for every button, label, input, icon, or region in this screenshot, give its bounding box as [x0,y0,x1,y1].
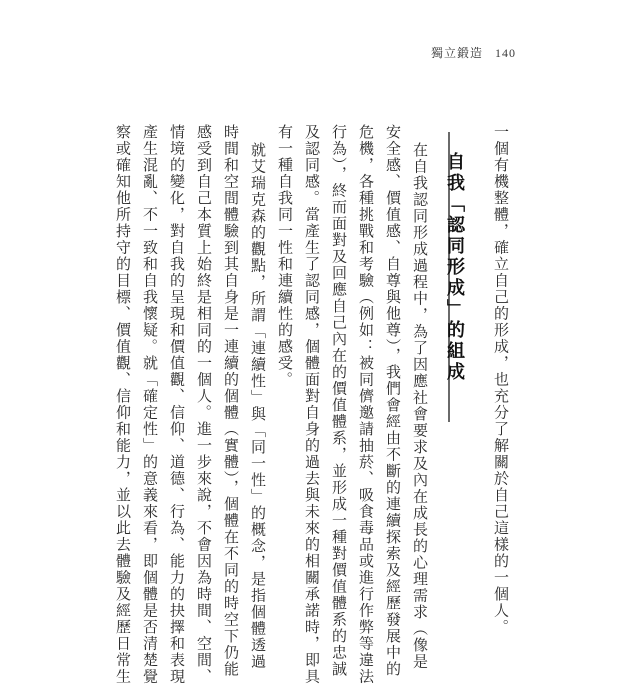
text-column-14: 察或確知他所持守的目標、價值觀、信仰和能力，並以此去體驗及經歷日常生 [114,124,132,685]
text-column-3: 在自我認同形成過程中，為了因應社會要求及內在成長的心理需求（像是 [411,142,429,670]
page-number: 140 [495,46,516,60]
running-header [431,44,516,61]
text-column-11: 感受到自己本質上始終是相同的一個人。進一步來說，不會因為時間、空間、 [195,124,213,685]
text-column-9: 就艾瑞克森的觀點，所謂「連續性」與「同一性」的概念，是指個體透過 [249,142,267,670]
text-column-7: 及認同感。當產生了認同感，個體面對自身的過去與未來的相關承諾時，即具 [303,124,321,685]
text-column-5: 危機，各種挑戰和考驗（例如：被同儕邀請抽菸、吸食毒品或進行作弊等違法 [357,124,375,685]
text-column-4: 安全感、價值感、自尊與他尊），我們會經由不斷的連續探索及經歷發展中的 [384,124,402,678]
text-column-10: 時間和空間體驗到其自身是一連續的個體（實體），個體在不同的時空下仍能 [222,124,240,678]
text-column-12: 情境的變化，對自我的呈現和價值觀、信仰、道德、行為、能力的抉擇和表現 [168,124,186,685]
text-column-6: 行為），終而面對及回應自己內在的價值體系，並形成一種對價值體系的忠誠 [330,124,348,678]
book-title: 獨立鍛造 [430,46,483,60]
text-column-8: 有一種自我同一性和連續性的感受。 [276,124,294,388]
text-column-1: 一個有機整體，確立自己的形成，也充分了解關於自己這樣的一個人。 [492,124,510,636]
section-heading: 自我「認同形成」的組成 [444,152,465,383]
text-column-13: 產生混亂、不一致和自我懷疑。就「確定性」的意義來看，即個體是否清楚覺 [141,124,159,685]
